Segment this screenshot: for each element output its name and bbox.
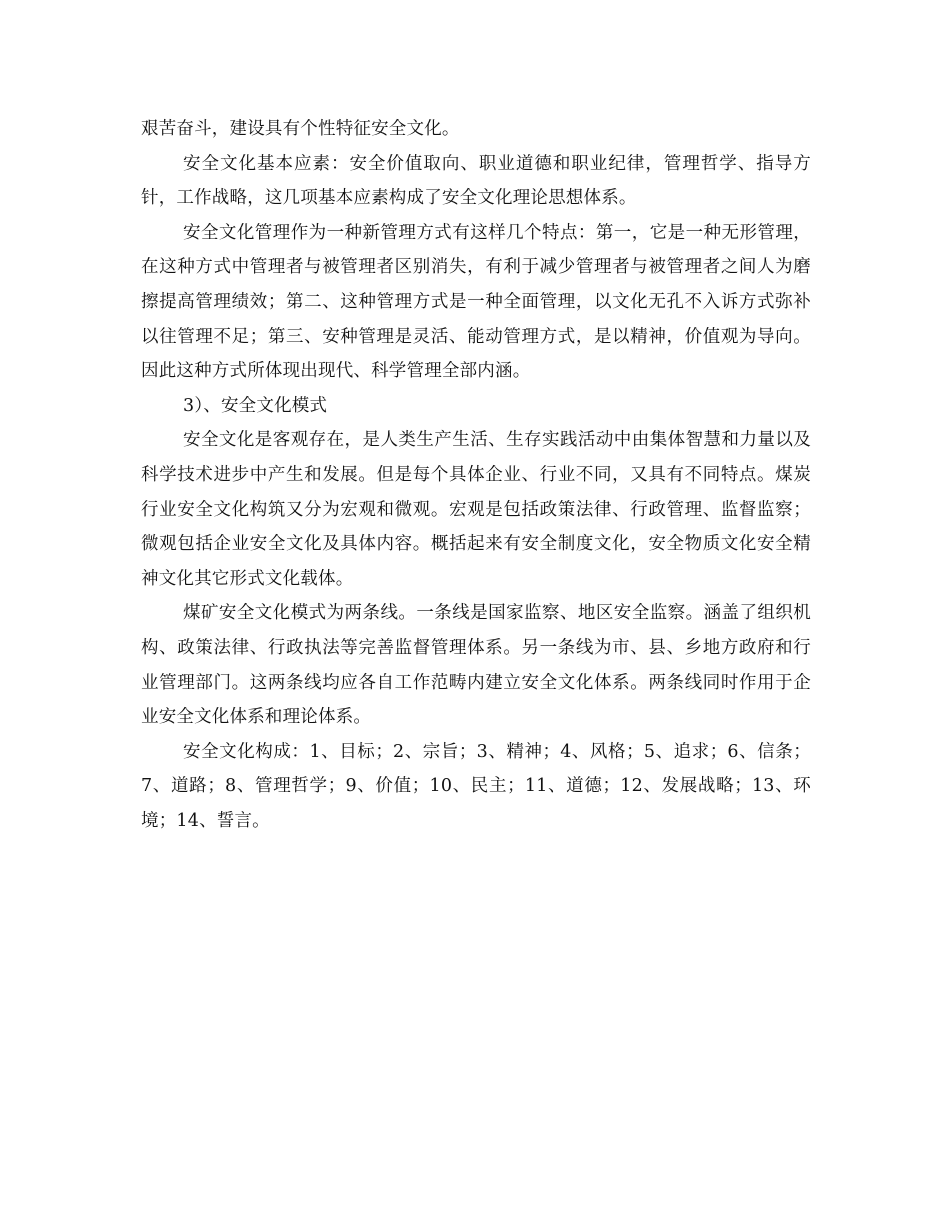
document-page [141, 112, 811, 838]
paragraph-management-features: 安全文化管理作为一种新管理方式有这样几个特点：第一，它是一种无形管理，在这种方式中管理者与被管理者区别消失，有利于减少管理者与被管理者之间人为磨擦提高管理绩效；第二、这种管理方式是一种全面管理，以文化无孔不入诉方式弥补以往管理不足；第三、安种管理是灵活、能动管理方式，是以精神，价值观为导向。因此这种方式所体现出现代、科学管理全部内涵。 [141, 222, 811, 382]
paragraph-culture-composition: 安全文化构成：1、目标；2、宗旨；3、精神；4、风格；5、追求；6、信条；7、道路；8、管理哲学；9、价值；10、民主；11、道德；12、发展战略；13、环境；14、誓言。 [141, 741, 811, 831]
paragraph-two-lines-model: 煤矿安全文化模式为两条线。一条线是国家监察、地区安全监察。涵盖了组织机构、政策法律、行政执法等完善监督管理体系。另一条线为市、县、乡地方政府和行业管理部门。这两条线均应各自工作范畴内建立安全文化体系。两条线同时作用于企业安全文化体系和理论体系。 [141, 603, 811, 728]
paragraph-continuation: 艰苦奋斗，建设具有个性特征安全文化。 [141, 119, 460, 139]
section-heading-culture-model: 3）、安全文化模式 [183, 395, 328, 416]
paragraph-objective-existence: 安全文化是客观存在，是人类生产生活、生存实践活动中由集体智慧和力量以及科学技术进步中产生和发展。但是每个具体企业、行业不同，又具有不同特点。煤炭行业安全文化构筑又分为宏观和微观。宏观是包括政策法律、行政管理、监督监察；微观包括企业安全文化及具体内容。概括起来有安全制度文化，安全物质文化安全精神文化其它形式文化载体。 [141, 430, 811, 589]
paragraph-basic-elements: 安全文化基本应素：安全价值取向、职业道德和职业纪律，管理哲学、指导方针，工作战略，这几项基本应素构成了安全文化理论思想体系。 [141, 153, 811, 209]
